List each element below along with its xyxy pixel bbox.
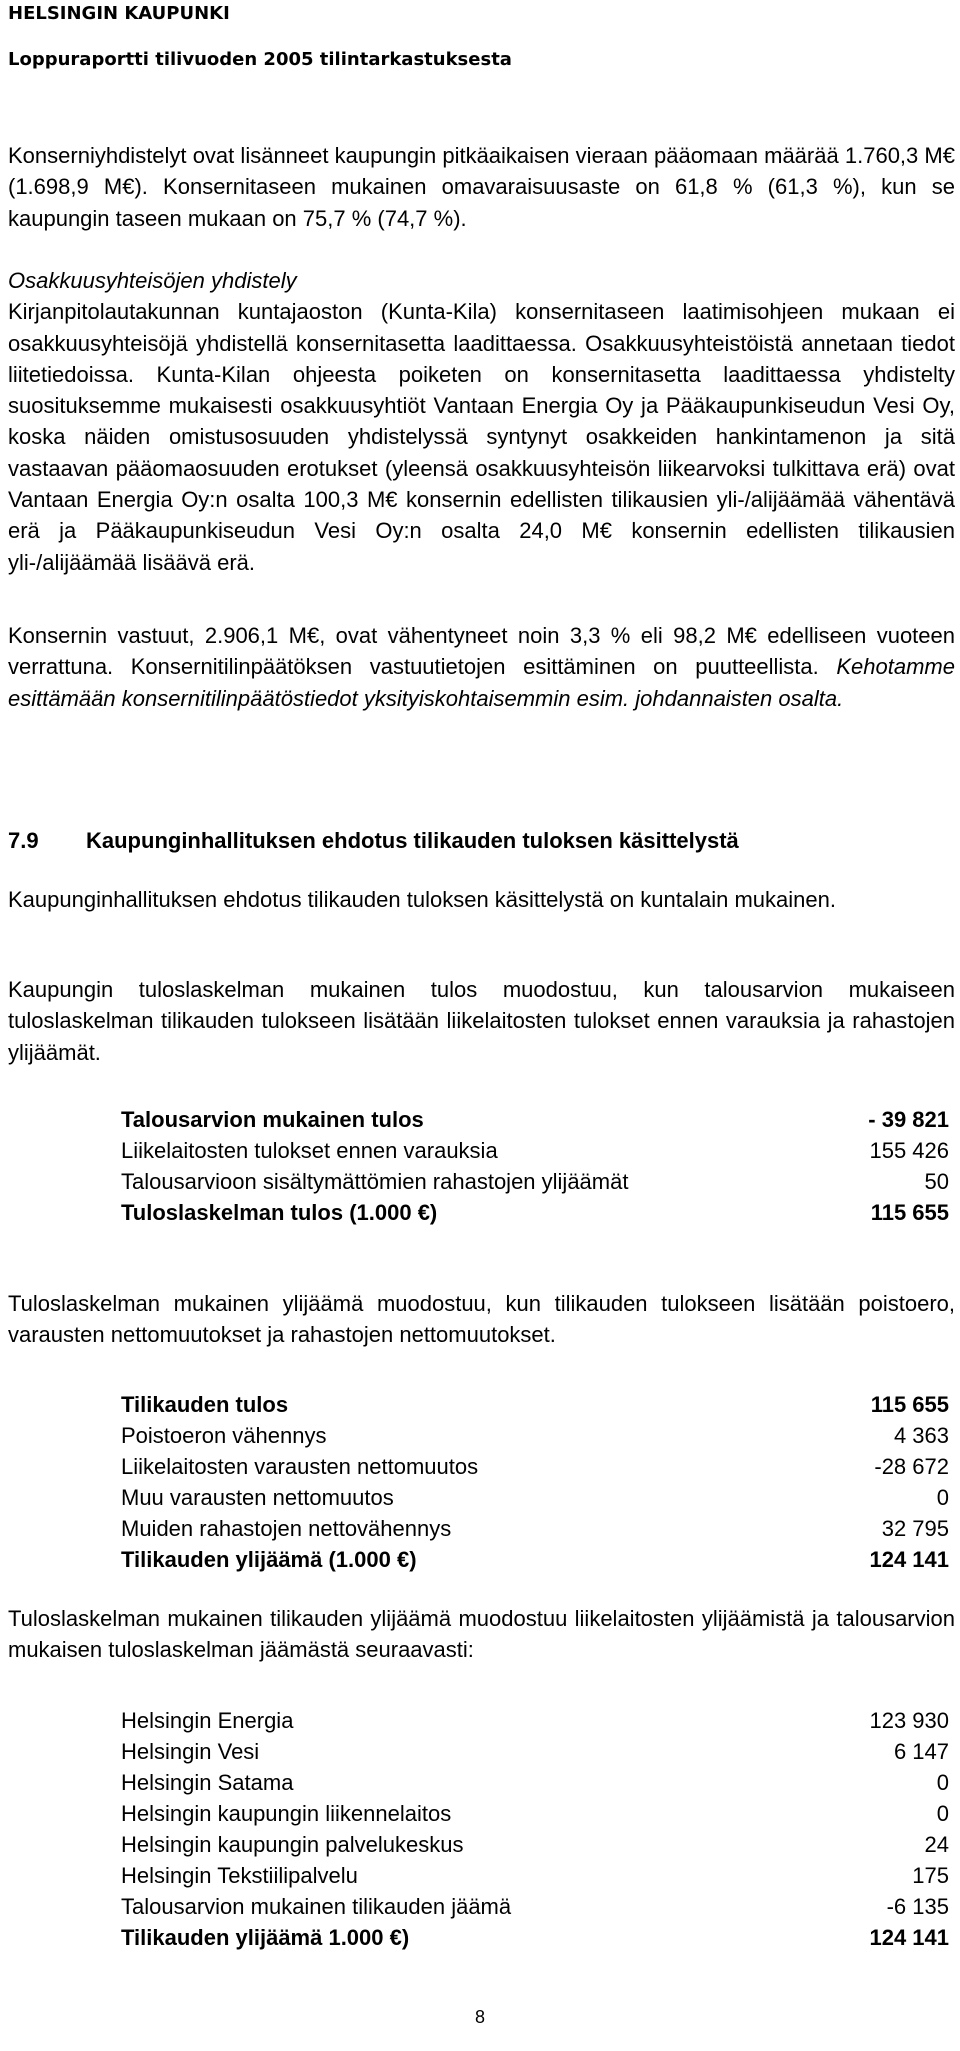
table-row	[121, 1454, 949, 1485]
table-row	[121, 1169, 949, 1200]
table-row	[121, 1739, 949, 1770]
row-label: Muu varausten nettomuutos	[121, 1485, 394, 1510]
row-label: Tuloslaskelman tulos (1.000 €)	[121, 1200, 438, 1225]
row-label: Tilikauden ylijäämä (1.000 €)	[121, 1547, 417, 1572]
row-value: 124 141	[869, 1547, 949, 1572]
paragraph-text: Kaupungin tuloslaskelman mukainen tulos muodostuu, kun talousarvion mukaiseen tuloslaskelman tilikauden tulokseen lisätään liikelaitosten tulokset ennen varauksia ja rahastojen ylijäämät.	[8, 977, 955, 1065]
row-value: 115 655	[870, 1392, 949, 1417]
row-label: Poistoeron vähennys	[121, 1423, 327, 1448]
surplus-table	[121, 1392, 949, 1578]
table-row	[121, 1925, 949, 1956]
row-label: Helsingin Energia	[121, 1708, 294, 1733]
row-label: Helsingin Satama	[121, 1770, 294, 1795]
row-label: Liikelaitosten varausten nettomuutos	[121, 1454, 479, 1479]
row-value: 123 930	[869, 1708, 949, 1733]
table-row	[121, 1485, 949, 1516]
section-number: 7.9	[8, 828, 39, 853]
paragraph-surplus-formation	[8, 1288, 955, 1351]
table-row	[121, 1138, 949, 1169]
row-label: Tilikauden ylijäämä 1.000 €)	[121, 1925, 410, 1950]
row-label: Muiden rahastojen nettovähennys	[121, 1516, 452, 1541]
row-value: 155 426	[869, 1138, 949, 1163]
row-value: 4 363	[893, 1423, 949, 1448]
table-row	[121, 1392, 949, 1423]
paragraph-result-formation	[8, 974, 955, 1068]
row-value: - 39 821	[868, 1107, 949, 1132]
table-row	[121, 1423, 949, 1454]
table-row	[121, 1832, 949, 1863]
organization-name: HELSINGIN KAUPUNKI	[8, 3, 230, 24]
page-number: 8	[474, 2007, 485, 2027]
table-row	[121, 1801, 949, 1832]
row-value: -28 672	[874, 1454, 949, 1479]
row-label: Helsingin kaupungin liikennelaitos	[121, 1801, 452, 1826]
table-row	[121, 1708, 949, 1739]
row-value: 0	[936, 1485, 949, 1510]
associates-heading: Osakkuusyhteisöjen yhdistely	[8, 268, 297, 293]
row-label: Talousarvion mukainen tilikauden jäämä	[121, 1894, 512, 1919]
paragraph-enterprise-surplus	[8, 1603, 955, 1666]
table-row	[121, 1863, 949, 1894]
row-value: 0	[936, 1770, 949, 1795]
row-value: 175	[912, 1863, 949, 1888]
row-label: Helsingin Tekstiilipalvelu	[121, 1863, 358, 1888]
row-label: Helsingin Vesi	[121, 1739, 260, 1764]
row-value: -6 135	[886, 1894, 949, 1919]
recommendation-text: Kehotamme esittämään konsernitilinpäätöstiedot yksityiskohtaisemmin esim. johdannaisten osalta.	[8, 654, 955, 711]
section-heading	[8, 826, 955, 856]
row-value: 50	[924, 1169, 949, 1194]
report-title: Loppuraportti tilivuoden 2005 tilintarkastuksesta	[8, 49, 512, 70]
page-header	[8, 2, 952, 72]
paragraph-text: Tuloslaskelman mukainen ylijäämä muodostuu, kun tilikauden tulokseen lisätään poistoero, varausten nettomuutokset ja rahastojen nettomuutokset.	[8, 1291, 955, 1348]
row-value: 124 141	[869, 1925, 949, 1950]
paragraph-proposal	[8, 884, 955, 915]
associates-body: Kirjanpitolautakunnan kuntajaoston (Kunta-Kila) konsernitaseen laatimisohjeen mukaan ei osakkuusyhteisöjä yhdistellä konsernitasetta laadittaessa. Osakkuusyhteistöistä annetaan tiedot liitetiedoissa. Kunta-Kilan ohjeesta poiketen on konsernitasetta laadittaessa yhdistelty suosituksemme mukaisesti osakkuusyhtiöt Vantaan Energia Oy ja Pääkaupunkiseudun Vesi Oy, koska näiden omistusosuuden yhdistelyssä syntynyt osakkeiden hankintamenon ja sitä vastaavan pääomaosuuden erotukset (yleensä osakkuusyhteisön liikearvoksi tulkittava erä) ovat Vantaan Energia Oy:n osalta 100,3 M€ konsernin edellisten tilikausien yli-/alijäämää vähentävä erä ja Pääkaupunkiseudun Vesi Oy:n osalta 24,0 M€ konsernin edellisten tilikausien yli-/alijäämää lisäävä erä.	[8, 299, 955, 575]
paragraph-associates	[8, 265, 955, 578]
table-row	[121, 1894, 949, 1925]
row-value: 24	[924, 1832, 949, 1857]
row-label: Tilikauden tulos	[121, 1392, 289, 1417]
paragraph-text: Konserniyhdistelyt ovat lisänneet kaupungin pitkäaikaisen vieraan pääomaan määrää 1.760,3 M€ (1.698,9 M€). Konsernitaseen mukainen omavaraisuusaste on 61,8 % (61,3 %), kun se kaupungin taseen mukaan on 75,7 % (74,7 %).	[8, 143, 955, 231]
table-row	[121, 1200, 949, 1231]
table-row	[121, 1547, 949, 1578]
table-row	[121, 1516, 949, 1547]
section-title: Kaupunginhallituksen ehdotus tilikauden tuloksen käsittelystä	[86, 828, 739, 853]
row-value: 115 655	[870, 1200, 949, 1225]
row-label: Talousarvion mukainen tulos	[121, 1107, 424, 1132]
paragraph-liabilities	[8, 620, 955, 714]
row-label: Talousarvioon sisältymättömien rahastojen ylijäämät	[121, 1169, 629, 1194]
paragraph-consolidation	[8, 140, 955, 234]
row-value: 6 147	[893, 1739, 949, 1764]
liabilities-text: Konsernin vastuut, 2.906,1 M€, ovat vähentyneet noin 3,3 % eli 98,2 M€ edelliseen vuoteen verrattuna. Konsernitilinpäätöksen vastuutietojen esittäminen on puutteellista.	[8, 623, 955, 680]
row-label: Helsingin kaupungin palvelukeskus	[121, 1832, 464, 1857]
table-row	[121, 1107, 949, 1138]
paragraph-text: Kaupunginhallituksen ehdotus tilikauden tuloksen käsittelystä on kuntalain mukainen.	[8, 887, 836, 912]
paragraph-text: Tuloslaskelman mukainen tilikauden ylijäämä muodostuu liikelaitosten ylijäämistä ja talousarvion mukaisen tuloslaskelman jäämästä seuraavasti:	[8, 1606, 955, 1663]
enterprise-table	[121, 1708, 949, 1956]
row-value: 0	[936, 1801, 949, 1826]
row-label: Liikelaitosten tulokset ennen varauksia	[121, 1138, 498, 1163]
table-row	[121, 1770, 949, 1801]
row-value: 32 795	[881, 1516, 949, 1541]
result-table	[121, 1107, 949, 1231]
